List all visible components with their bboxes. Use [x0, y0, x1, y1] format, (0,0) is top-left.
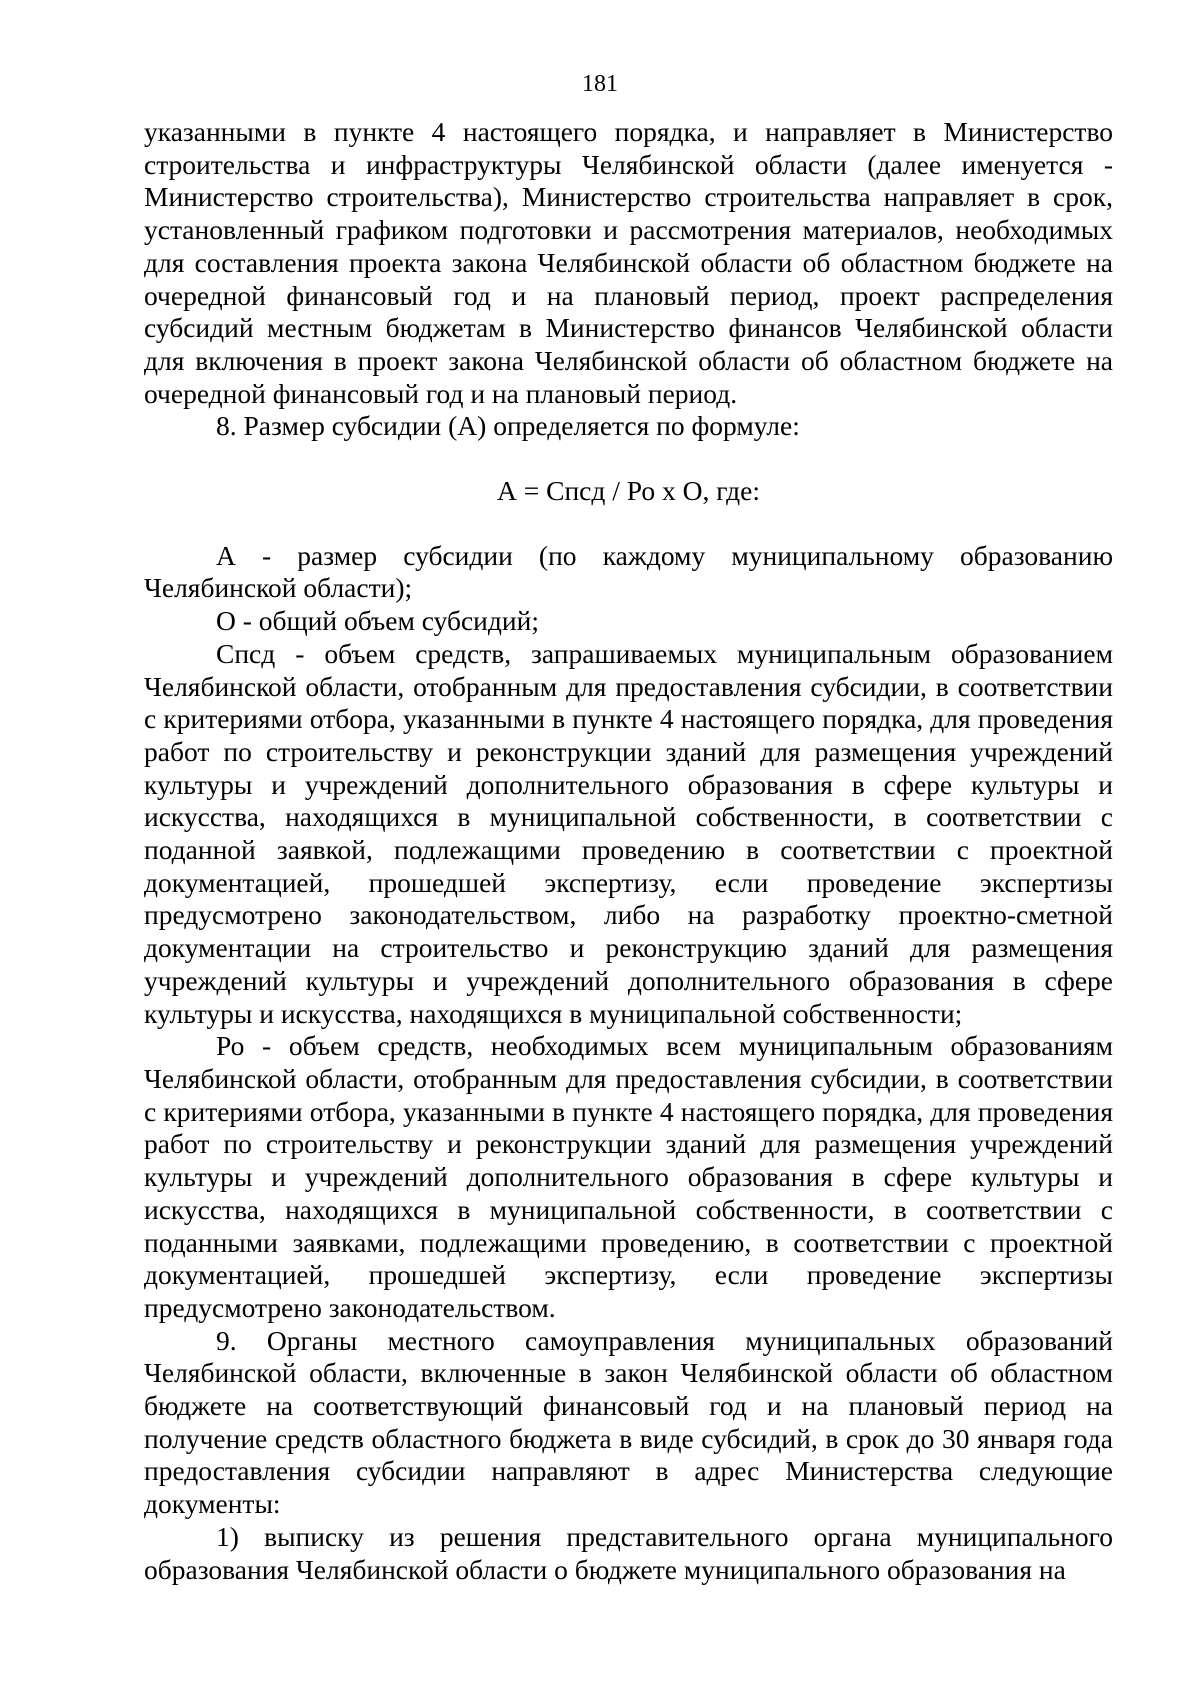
- definition-a: А - размер субсидии (по каждому муниципальному образованию Челябинской области);: [144, 539, 1113, 604]
- definition-o: О - общий объем субсидий;: [216, 605, 539, 637]
- paragraph-subitem-1: 1) выписку из решения представительного органа муниципального образования Челябинской области о бюджете муниципального образования на: [144, 1520, 1113, 1585]
- document-body: [144, 116, 1113, 1586]
- definition-spsd: Спсд - объем средств, запрашиваемых муниципальным образованием Челябинской области, отобранным для предоставления субсидии, в соответствии с критериями отбора, указанными в пункте 4 настоящего порядка, для проведения работ по строительству и реконструкции зданий для размещения учреждений культуры и учреждений дополнительного образования в сфере культуры и искусства, находящихся в муниципальной собственности, в соответствии с поданной заявкой, подлежащими проведению в соответствии с проектной документацией, прошедшей экспертизу, если проведение экспертизы предусмотрено законодательством, либо на разработку проектно-сметной документации на строительство и реконструкцию зданий для размещения учреждений культуры и учреждений дополнительного образования в сфере культуры и искусства, находящихся в муниципальной собственности;: [144, 637, 1113, 1029]
- formula: А = Спсд / Ро х О, где:: [497, 475, 760, 507]
- paragraph-item-9: 9. Органы местного самоуправления муниципальных образований Челябинской области, включенные в закон Челябинской области об областном бюджете на соответствующий финансовый год и на плановый период на получение средств областного бюджета в виде субсидий, в срок до 30 января года предоставления субсидии направляют в адрес Министерства следующие документы:: [144, 1324, 1113, 1520]
- page-number: 181: [582, 71, 618, 97]
- paragraph-continuation: указанными в пункте 4 настоящего порядка, и направляет в Министерство строительства и инфраструктуры Челябинской области (далее именуется - Министерство строительства), Министерство строительства направляет в срок, установленный графиком подготовки и рассмотрения материалов, необходимых для составления проекта закона Челябинской области об областном бюджете на очередной финансовый год и на плановый период, проект распределения субсидий местным бюджетам в Министерство финансов Челябинской области для включения в проект закона Челябинской области об областном бюджете на очередной финансовый год и на плановый период.: [144, 116, 1113, 409]
- definition-ro: Ро - объем средств, необходимых всем муниципальным образованиям Челябинской области, отобранным для предоставления субсидии, в соответствии с критериями отбора, указанными в пункте 4 настоящего порядка, для проведения работ по строительству и реконструкции зданий для размещения учреждений культуры и учреждений дополнительного образования в сфере культуры и искусства, находящихся в муниципальной собственности, в соответствии с поданными заявками, подлежащими проведению, в соответствии с проектной документацией, прошедшей экспертизу, если проведение экспертизы предусмотрено законодательством.: [144, 1030, 1113, 1323]
- paragraph-item-8: 8. Размер субсидии (А) определяется по формуле:: [216, 410, 800, 442]
